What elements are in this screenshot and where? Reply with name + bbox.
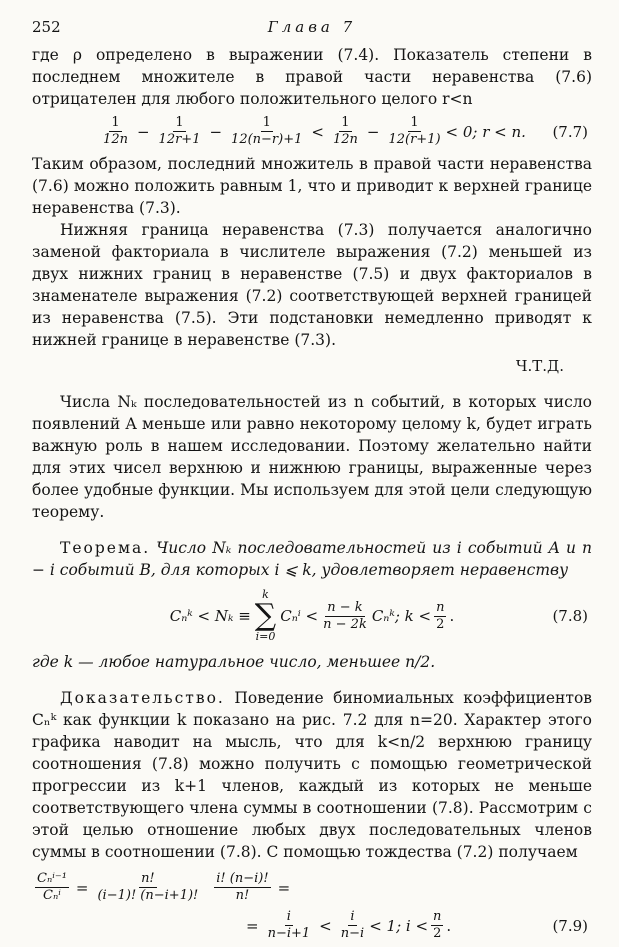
eq77-frac-5: $\frac{1}{12(r+1)}$ (388, 115, 441, 147)
qed-mark: Ч.Т.Д. (515, 357, 564, 375)
paragraph-1: где ρ определено в выражении (7.4). Показатель степени в последнем множителе в правой части неравенства (7.6) отрицателен для любого положительного целого r<n (32, 46, 592, 108)
equation-7-9-line-1: $\frac{\text{Cₙⁱ⁻¹}}{\text{Cₙⁱ}}$ = $\frac{n!}{(i-1)! (n-i+1)!}$ $\frac{i! (n-i)!}{n!}$ = (37, 871, 291, 903)
equation-number-7-8: (7.8) (552, 607, 588, 625)
proof-text: Поведение биномиальных коэффициентов Cₙᵏ как функции k показано на рис. 7.2 для n=20. Характер этого графика наводит на мысль, что для k<n/2 верхнюю границу соотношения (7.8) можно получить с помощью геометрической прогрессии из k+1 членов, каждый из которых не меньше соответствующего члена суммы в соотношении (7.8). Рассмотрим с этой целью отношение любых двух последовательных членов суммы в соотношении (7.8). С помощью тождества (7.2) получаем (32, 689, 592, 861)
theorem-label: Теорема. (60, 539, 151, 557)
theorem-tail: где k — любое натуральное число, меньшее n/2. (32, 653, 436, 671)
eq77-frac-4: $\frac{1}{12n}$ (332, 115, 358, 147)
page (32, 14, 592, 947)
paragraph-2: Таким образом, последний множитель в правой части неравенства (7.6) можно положить равным 1, что и приводит к верхней границе неравенства (7.3). (32, 155, 592, 217)
paragraph-4: Числа Nₖ последовательностей из n событий, в которых число появлений A меньше или равно некоторому целому k, будет играть важную роль в нашем исследовании. Поэтому желательно найти для этих чисел верхнюю и нижнюю границы, выраженные через более удобные функции. Мы используем для этой цели следующую теорему. (32, 393, 592, 521)
running-head: Глава 7 (267, 18, 357, 36)
eq78-sum: k ∑ i=0 (254, 588, 277, 643)
eq79-frac-4: $\frac{i}{n-i}$ (340, 909, 365, 941)
eq79-tail: < 1; i < (369, 916, 429, 935)
eq78-after: Cₙᵏ; k < (371, 607, 432, 625)
page-header (32, 14, 592, 44)
eq79-frac-1: $\frac{n!}{(i-1)! (n-i+1)!}$ (97, 871, 199, 903)
equation-number-7-7: (7.7) (552, 122, 588, 141)
theorem-text: Число Nₖ последовательностей из i событий A и n − i событий B, для которых i ⩽ k, удовлетворяет неравенству (32, 539, 593, 579)
eq79-end: . (446, 916, 452, 935)
eq78-frac: $\frac{n - k}{n - 2k}$ (323, 599, 367, 632)
eq79-half: $\frac{n}{2}$ (433, 909, 442, 941)
equation-7-9-line-2: = $\frac{i}{n-i+1}$ < $\frac{i}{n-i}$ < 1; i < $\frac{n}{2}$ . (7.9) (246, 909, 588, 941)
eq78-half: $\frac{n}{2}$ (436, 599, 445, 632)
eq78-lhs: Cₙᵏ < Nₖ ≡ (169, 607, 251, 625)
eq77-frac-3: $\frac{1}{12(n-r)+1}$ (231, 115, 303, 147)
eq77-frac-1: $\frac{1}{12n}$ (103, 115, 128, 147)
theorem (32, 537, 592, 581)
eq79-frac-2: $\frac{i! (n-i)!}{n!}$ (216, 871, 269, 903)
equation-7-8 (32, 589, 592, 643)
eq77-tail: < 0; r < n. (445, 122, 526, 141)
eq79-frac-3: $\frac{i}{n-i+1}$ (267, 909, 311, 941)
proof (32, 687, 592, 863)
eq78-end: . (449, 607, 455, 625)
proof-label: Доказательство. (60, 689, 225, 707)
paragraph-3: Нижняя граница неравенства (7.3) получается аналогично заменой факториала в числителе выражения (7.2) меньшей из двух нижних границ в неравенстве (7.5) и двух факториалов в знаменателе выражения (7.2) соответствующей верхней границей из неравенства (7.5). Эти подстановки немедленно приводят к нижней границе в неравенстве (7.3). (32, 221, 592, 349)
equation-7-7: $\frac{1}{12n}$ − $\frac{1}{12r+1}$ − $\frac{1}{12(n-r)+1}$ < $\frac{1}{12n}$ − $\frac{1}{12(r+1)}$ < 0; r < n. (7.7) (103, 115, 588, 147)
eq78-term: Cₙⁱ < (280, 607, 319, 625)
page-number: 252 (32, 18, 61, 36)
equation-number-7-9: (7.9) (552, 916, 588, 935)
eq79-ratio: $\frac{\text{Cₙⁱ⁻¹}}{\text{Cₙⁱ}}$ (37, 871, 67, 903)
eq77-frac-2: $\frac{1}{12r+1}$ (158, 115, 201, 147)
